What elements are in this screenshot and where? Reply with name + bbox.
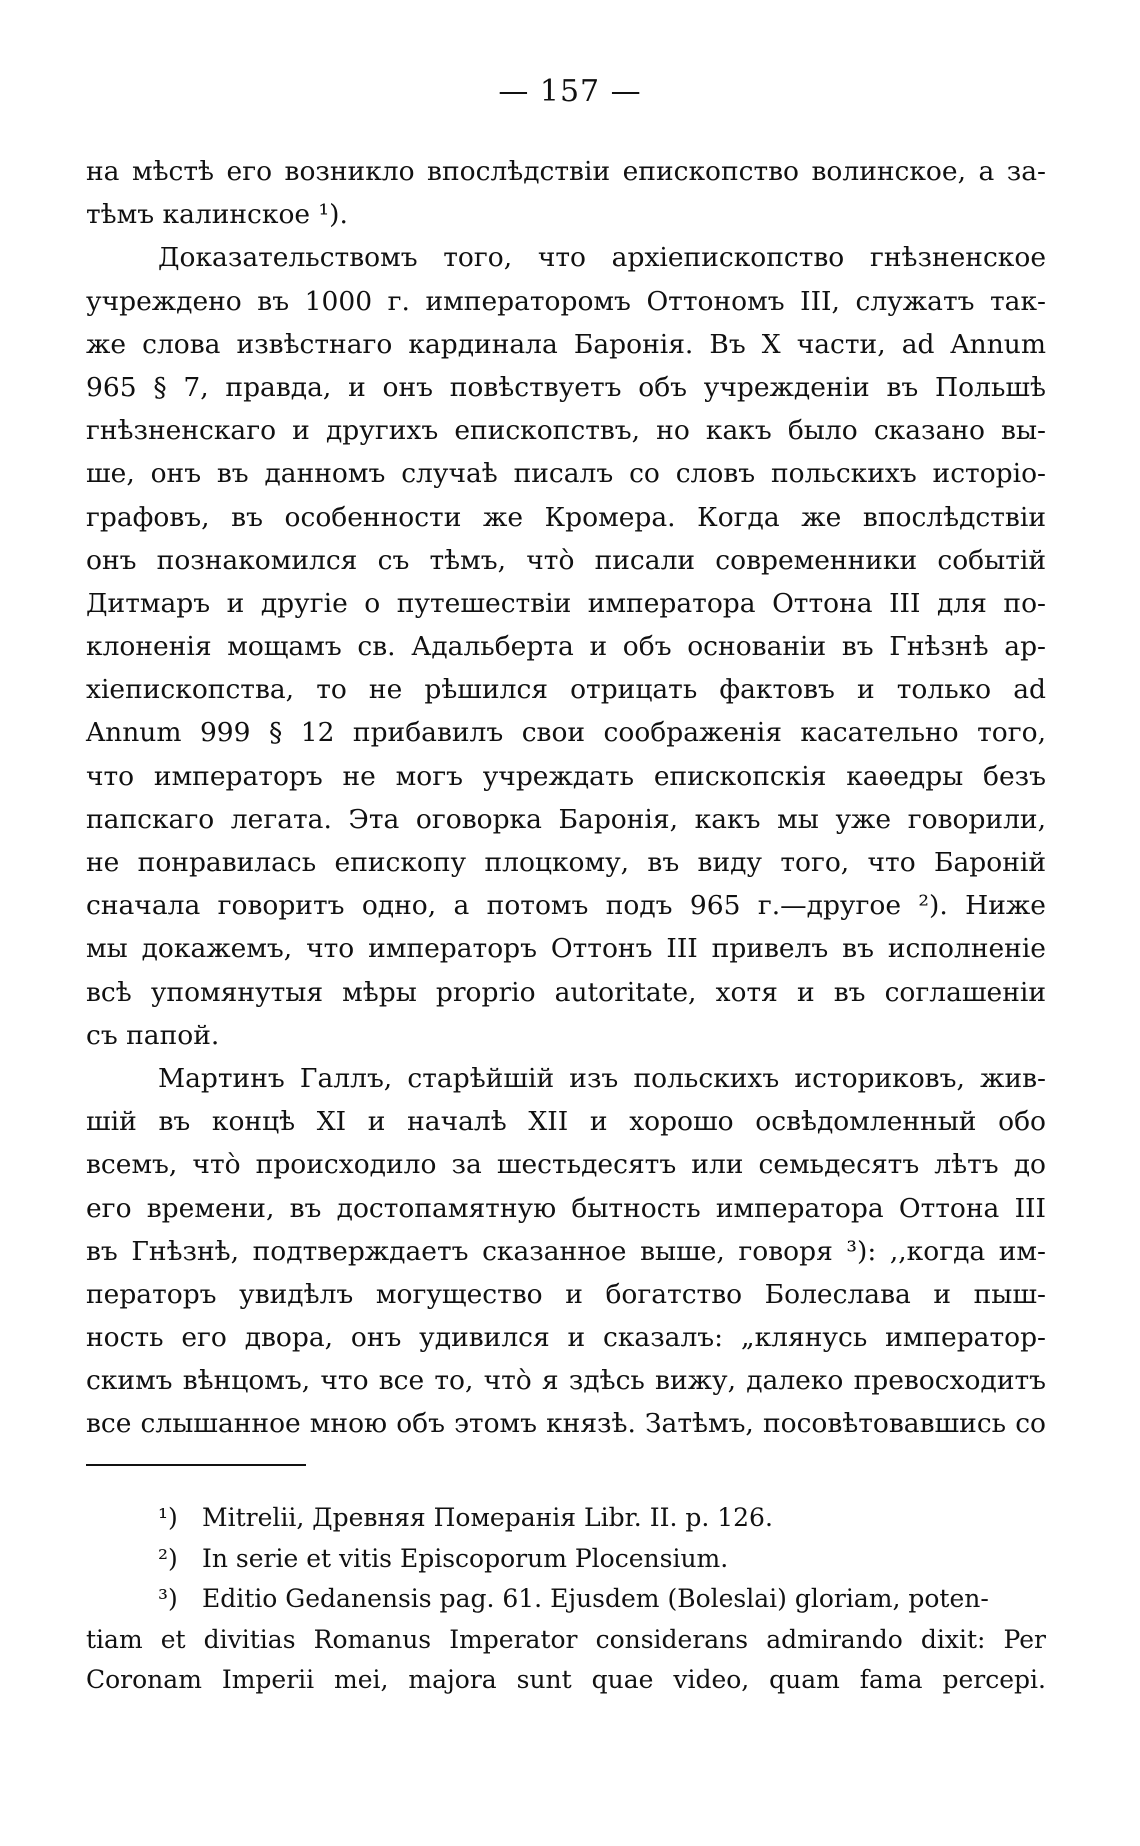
- paragraph-3: [86, 1057, 1046, 1446]
- text-line: Мартинъ Галлъ, старѣйшій изъ польскихъ историковъ, жив-: [158, 1062, 1046, 1094]
- text-line: клоненія мощамъ св. Адальберта и объ основаніи въ Гнѣзнѣ ар-: [86, 631, 1046, 663]
- footnote-3-continuation: tiam et divitias Romanus Imperator considerans admirando dixit: Per: [86, 1624, 1046, 1654]
- footnote-text: Editio Gedanensis pag. 61. Ejusdem (Boleslai) gloriam, poten-: [202, 1584, 989, 1613]
- text-line: съ папой.: [86, 1019, 220, 1051]
- text-line: сначала говоритъ одно, а потомъ подъ 965 г.—другое ²). Ниже: [86, 890, 1046, 922]
- text-line: скимъ вѣнцомъ, что все то, что̀ я здѣсь вижу, далеко превосходитъ: [86, 1365, 1046, 1397]
- footnote-marker: ¹): [158, 1503, 178, 1532]
- text-line: его времени, въ достопамятную бытность императора Оттона III: [86, 1192, 1046, 1224]
- footnotes: [86, 1498, 1046, 1701]
- footnote-3: [86, 1579, 1046, 1620]
- text-line: онъ познакомился съ тѣмъ, что̀ писали современники событій: [86, 544, 1046, 576]
- paragraph-2: [86, 236, 1046, 1057]
- footnote-divider: [86, 1464, 306, 1466]
- text-line: всемъ, что̀ происходило за шестьдесятъ или семьдесятъ лѣтъ до: [86, 1149, 1046, 1181]
- footnote-3-continuation: Coronam Imperii mei, majora sunt quae video, quam fama percepi.: [86, 1665, 1046, 1694]
- text-line: на мѣстѣ его возникло впослѣдствіи епископство волинское, а за-: [86, 156, 1046, 187]
- text-line: же слова извѣстнаго кардинала Баронія. Въ X части, ad Annum: [86, 328, 1046, 360]
- main-text: [86, 150, 1046, 1446]
- text-line: тѣмъ калинское ¹).: [86, 199, 348, 231]
- text-line: гнѣзненскаго и другихъ епископствъ, но какъ было сказано вы-: [86, 415, 1046, 447]
- text-line: всѣ упомянутыя мѣры proprio autoritate, хотя и въ соглашеніи: [86, 976, 1046, 1008]
- text-line: ше, онъ въ данномъ случаѣ писалъ со словъ польскихъ исторіо-: [86, 458, 1046, 490]
- footnote-text: Mitrelii, Древняя Померанія Libr. II. p. 126.: [202, 1503, 773, 1532]
- text-line: въ Гнѣзнѣ, подтверждаетъ сказанное выше, говоря ³): ,,когда им-: [86, 1235, 1046, 1267]
- text-line: шій въ концѣ XI и началѣ XII и хорошо освѣдомленный обо: [86, 1106, 1046, 1138]
- text-line: графовъ, въ особенности же Кромера. Когда же впослѣдствіи: [86, 501, 1046, 533]
- text-line: учреждено въ 1000 г. императоромъ Оттономъ III, служатъ так-: [86, 285, 1046, 317]
- footnote-marker: ³): [158, 1584, 178, 1613]
- footnote-text: In serie et vitis Episcoporum Plocensium.: [202, 1543, 729, 1573]
- footnote-2: [86, 1539, 1046, 1580]
- text-line: папскаго легата. Эта оговорка Баронія, какъ мы уже говорили,: [86, 803, 1046, 835]
- paragraph-1: [86, 150, 1046, 236]
- footnote-marker: ²): [158, 1543, 178, 1573]
- text-line: Дитмаръ и другіе о путешествіи императора Оттона III для по-: [86, 587, 1046, 619]
- text-line: ность его двора, онъ удивился и сказалъ: „клянусь император-: [86, 1322, 1046, 1354]
- text-line: что императоръ не могъ учреждать епископскія каѳедры безъ: [86, 760, 1046, 792]
- text-line: Доказательствомъ того, что архіепископство гнѣзненское: [158, 242, 1046, 274]
- text-line: ператоръ увидѣлъ могущество и богатство Болеслава и пыш-: [86, 1278, 1046, 1310]
- text-line: мы докажемъ, что императоръ Оттонъ III привелъ въ исполненіе: [86, 933, 1046, 965]
- page-number: — 157 —: [498, 74, 642, 109]
- text-line: хіепископства, то не рѣшился отрицать фактовъ и только ad: [86, 674, 1046, 706]
- text-line: не понравилась епископу плоцкому, въ виду того, что Бароній: [86, 847, 1046, 878]
- text-line: все слышанное мною объ этомъ князѣ. Затѣмъ, посовѣтовавшись со: [86, 1408, 1046, 1440]
- text-line: 965 § 7, правда, и онъ повѣствуетъ объ учрежденіи въ Польшѣ: [86, 371, 1046, 403]
- footnote-1: [86, 1498, 1046, 1539]
- text-line: Annum 999 § 12 прибавилъ свои соображенія касательно того,: [86, 717, 1046, 749]
